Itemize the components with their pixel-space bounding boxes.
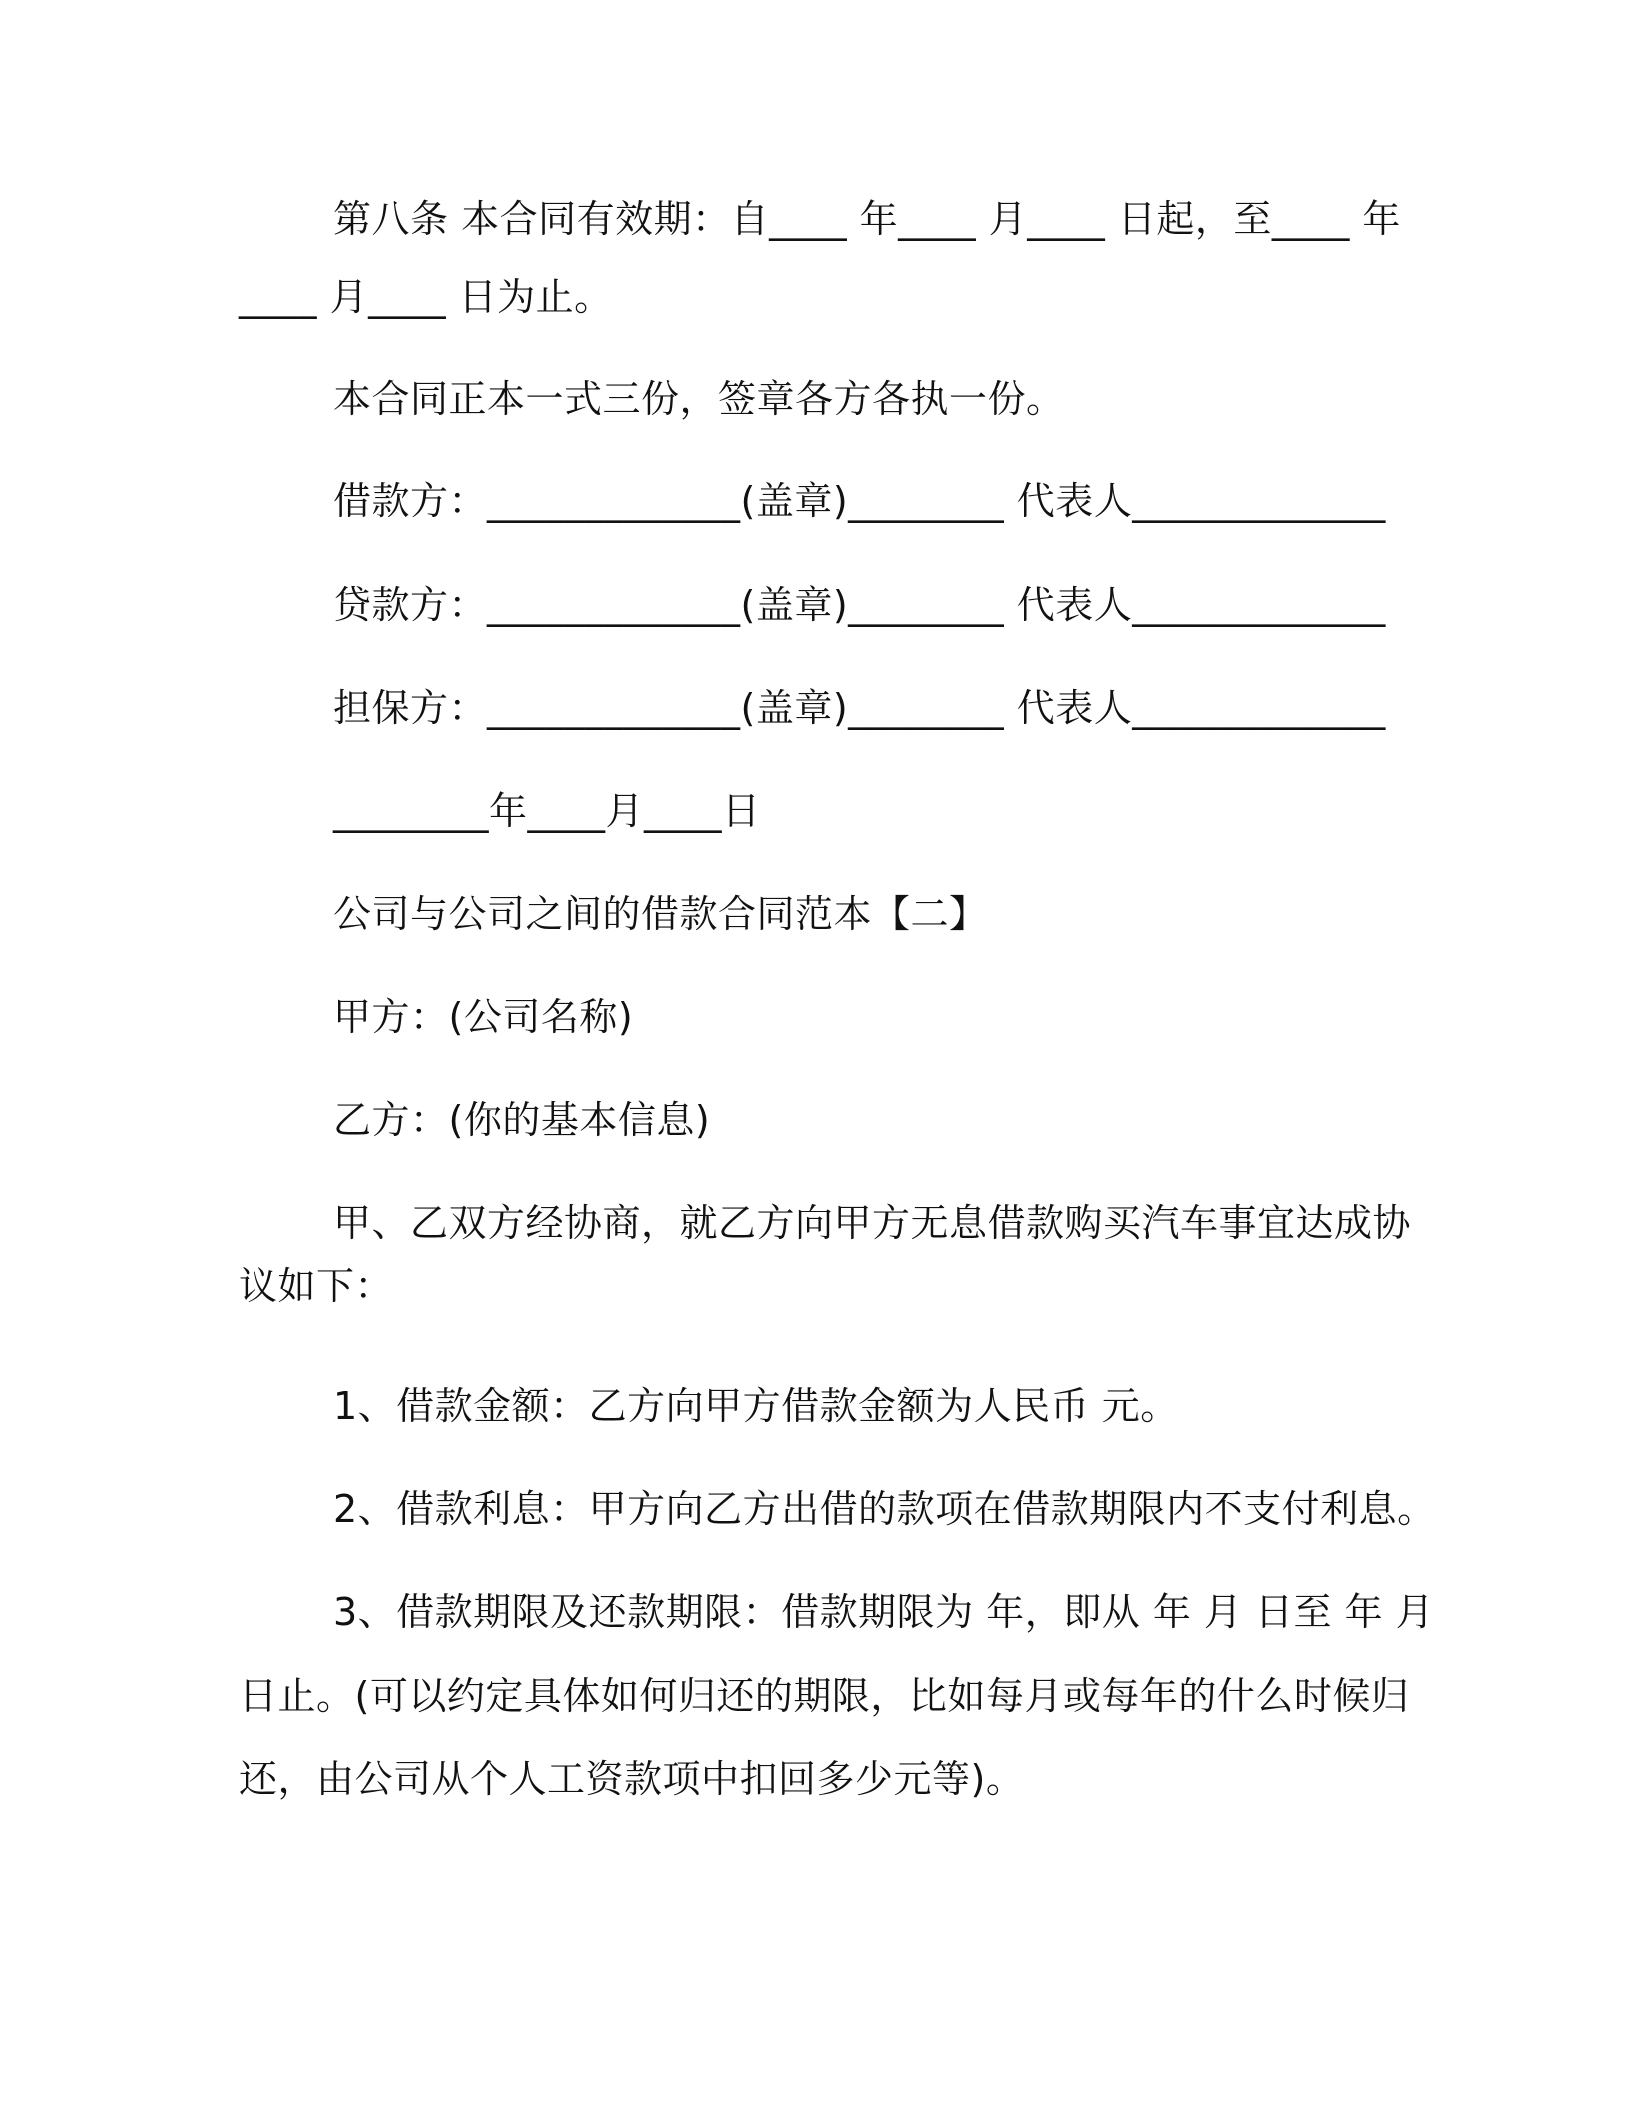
clause-8-validity-line1: 第八条 本合同有效期：自____ 年____ 月____ 日起，至____ 年: [333, 197, 1401, 241]
term-2-interest: 2、借款利息：甲方向乙方出借的款项在借款期限内不支付利息。: [333, 1487, 1436, 1531]
copies-statement: 本合同正本一式三份，签章各方各执一份。: [333, 377, 1065, 421]
term-3-period-line3: 还，由公司从个人工资款项中扣回多少元等)。: [239, 1757, 1025, 1801]
section-title: 公司与公司之间的借款合同范本【二】: [333, 892, 988, 936]
signing-date-line: ________年____月____日: [333, 789, 761, 833]
agreement-intro-line1: 甲、乙双方经协商，就乙方向甲方无息借款购买汽车事宜达成协: [333, 1201, 1412, 1245]
term-3-period-line1: 3、借款期限及还款期限：借款期限为 年，即从 年 月 日至 年 月: [333, 1590, 1435, 1634]
clause-8-validity-line2: ____ 月____ 日为止。: [239, 275, 613, 319]
borrower-signature-line: 借款方：_____________(盖章)________ 代表人_____________: [333, 479, 1386, 523]
term-1-amount: 1、借款金额：乙方向甲方借款金额为人民币 元。: [333, 1384, 1179, 1428]
term-3-period-line2: 日止。(可以约定具体如何归还的期限，比如每月或每年的什么时候归: [239, 1674, 1410, 1718]
guarantor-signature-line: 担保方：_____________(盖章)________ 代表人_____________: [333, 686, 1386, 730]
party-b-line: 乙方：(你的基本信息): [333, 1098, 711, 1142]
agreement-intro-line2: 议如下：: [239, 1264, 394, 1308]
lender-signature-line: 贷款方：_____________(盖章)________ 代表人_____________: [333, 583, 1386, 627]
party-a-line: 甲方：(公司名称): [333, 995, 634, 1039]
